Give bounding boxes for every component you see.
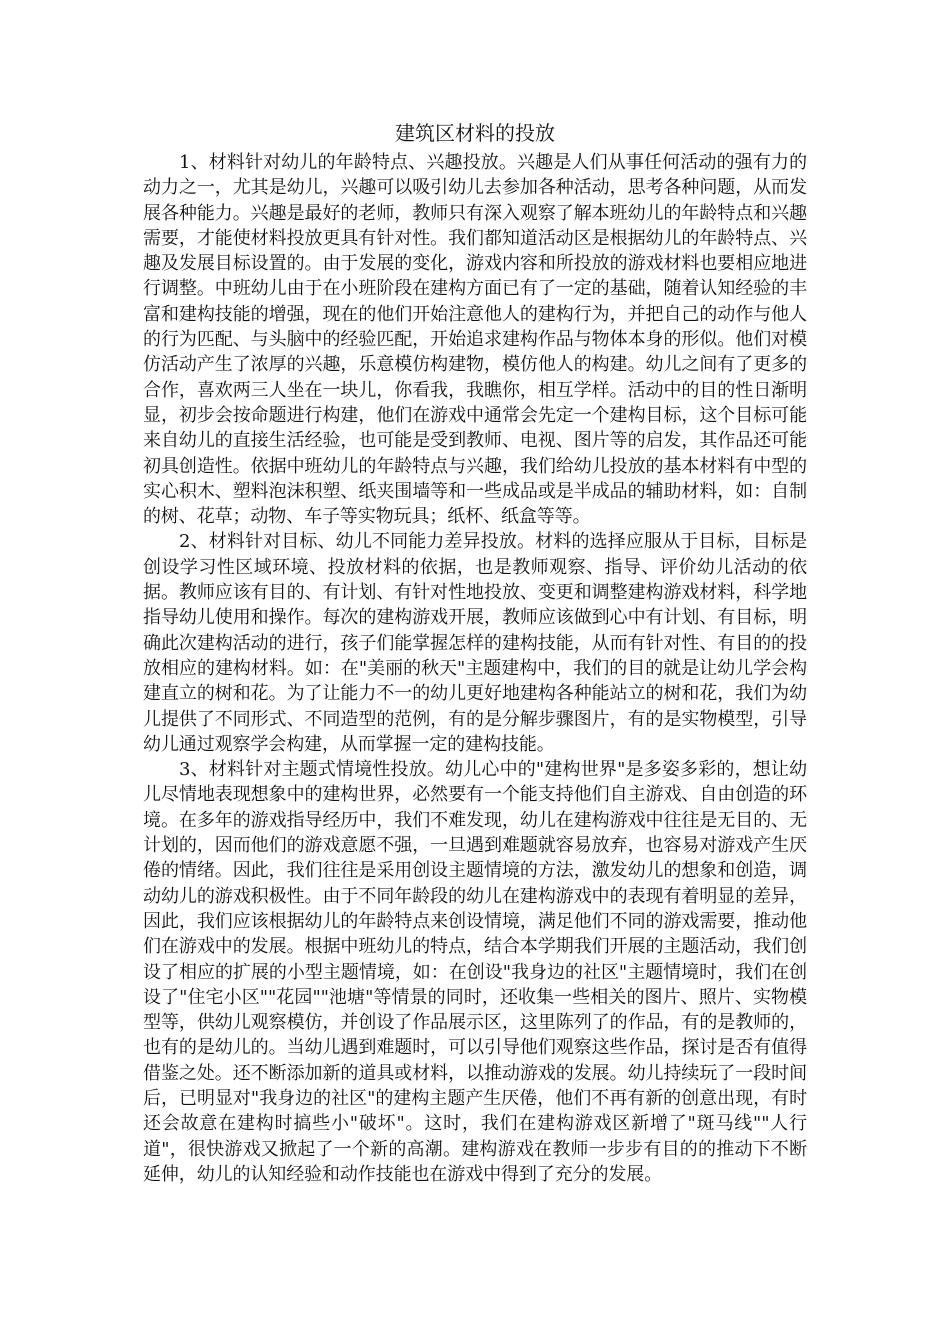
paragraph-3: 3、材料针对主题式情境性投放。幼儿心中的"建构世界"是多姿多彩的，想让幼儿尽情地表现想象中的建构世界，必然要有一个能支持他们自主游戏、自由创造的环境。在多年的游戏指导经历中，我们不难发现，幼儿在建构游戏中往往是无目的、无计划的，因而他们的游戏意愿不强，一旦遇到难题就容易放弃，也容易对游戏产生厌倦的情绪。因此，我们往往是采用创设主题情境的方法，激发幼儿的想象和创造，调动幼儿的游戏积极性。由于不同年龄段的幼儿在建构游戏中的表现有着明显的差异，因此，我们应该根据幼儿的年龄特点来创设情境，满足他们不同的游戏需要，推动他们在游戏中的发展。根据中班幼儿的特点，结合本学期我们开展的主题活动，我们创设了相应的扩展的小型主题情境，如：在创设"我身边的社区"主题情境时，我们在创设了"住宅小区""花园""池塘"等情景的同时，还收集一些相关的图片、照片、实物模型等，供幼儿观察模仿，并创设了作品展示区，这里陈列了的作品，有的是教师的，也有的是幼儿的。当幼儿遇到难题时，可以引导他们观察这些作品，探讨是否有值得借鉴之处。还不断添加新的道具或材料，以推动游戏的发展。幼儿持续玩了一段时间后，已明显对"我身边的社区"的建构主题产生厌倦，他们不再有新的创意出现，有时还会故意在建构时搞些小"破坏"。这时，我们在建构游戏区新增了"斑马线""人行道"，很快游戏又掀起了一个新的高潮。建构游戏在教师一步步有目的的推动下不断延伸，幼儿的认知经验和动作技能也在游戏中得到了充分的发展。: [143, 759, 807, 1185]
paragraph-2: 2、材料针对目标、幼儿不同能力差异投放。材料的选择应服从于目标，目标是创设学习性区域环境、投放材料的依据，也是教师观察、指导、评价幼儿活动的依据。教师应该有目的、有计划、有针对性地投放、变更和调整建构游戏材料，科学地指导幼儿使用和操作。每次的建构游戏开展，教师应该做到心中有计划、有目标，明确此次建构活动的进行，孩子们能掌握怎样的建构技能，从而有针对性、有目的的投放相应的建构材料。如：在"美丽的秋天"主题建构中，我们的目的就是让幼儿学会构建直立的树和花。为了让能力不一的幼儿更好地建构各种能站立的树和花，我们为幼儿提供了不同形式、不同造型的范例，有的是分解步骤图片，有的是实物模型，引导幼儿通过观察学会构建，从而掌握一定的建构技能。: [143, 531, 807, 755]
document-title: 建筑区材料的投放: [395, 121, 555, 145]
document-page: [143, 118, 807, 1187]
paragraph-1: 1、材料针对幼儿的年龄特点、兴趣投放。兴趣是人们从事任何活动的强有力的动力之一，尤其是幼儿，兴趣可以吸引幼儿去参加各种活动，思考各种问题，从而发展各种能力。兴趣是最好的老师，教师只有深入观察了解本班幼儿的年龄特点和兴趣需要，才能使材料投放更具有针对性。我们都知道活动区是根据幼儿的年龄特点、兴趣及发展目标设置的。由于发展的变化，游戏内容和所投放的游戏材料也要相应地进行调整。中班幼儿由于在小班阶段在建构方面已有了一定的基础，随着认知经验的丰富和建构技能的增强，现在的他们开始注意他人的建构行为，并把自己的动作与他人的行为匹配、与头脑中的经验匹配，开始追求建构作品与物体本身的形似。他们对模仿活动产生了浓厚的兴趣，乐意模仿构建物，模仿他人的构建。幼儿之间有了更多的合作，喜欢两三人坐在一块儿，你看我，我瞧你，相互学样。活动中的目的性日渐明显，初步会按命题进行构建，他们在游戏中通常会先定一个建构目标，这个目标可能来自幼儿的直接生活经验，也可能是受到教师、电视、图片等的启发，其作品还可能初具创造性。依据中班幼儿的年龄特点与兴趣，我们给幼儿投放的基本材料有中型的实心积木、塑料泡沫积塑、纸夹围墙等和一些成品或是半成品的辅助材料，如：自制的树、花草；动物、车子等实物玩具；纸杯、纸盒等等。: [143, 152, 807, 528]
